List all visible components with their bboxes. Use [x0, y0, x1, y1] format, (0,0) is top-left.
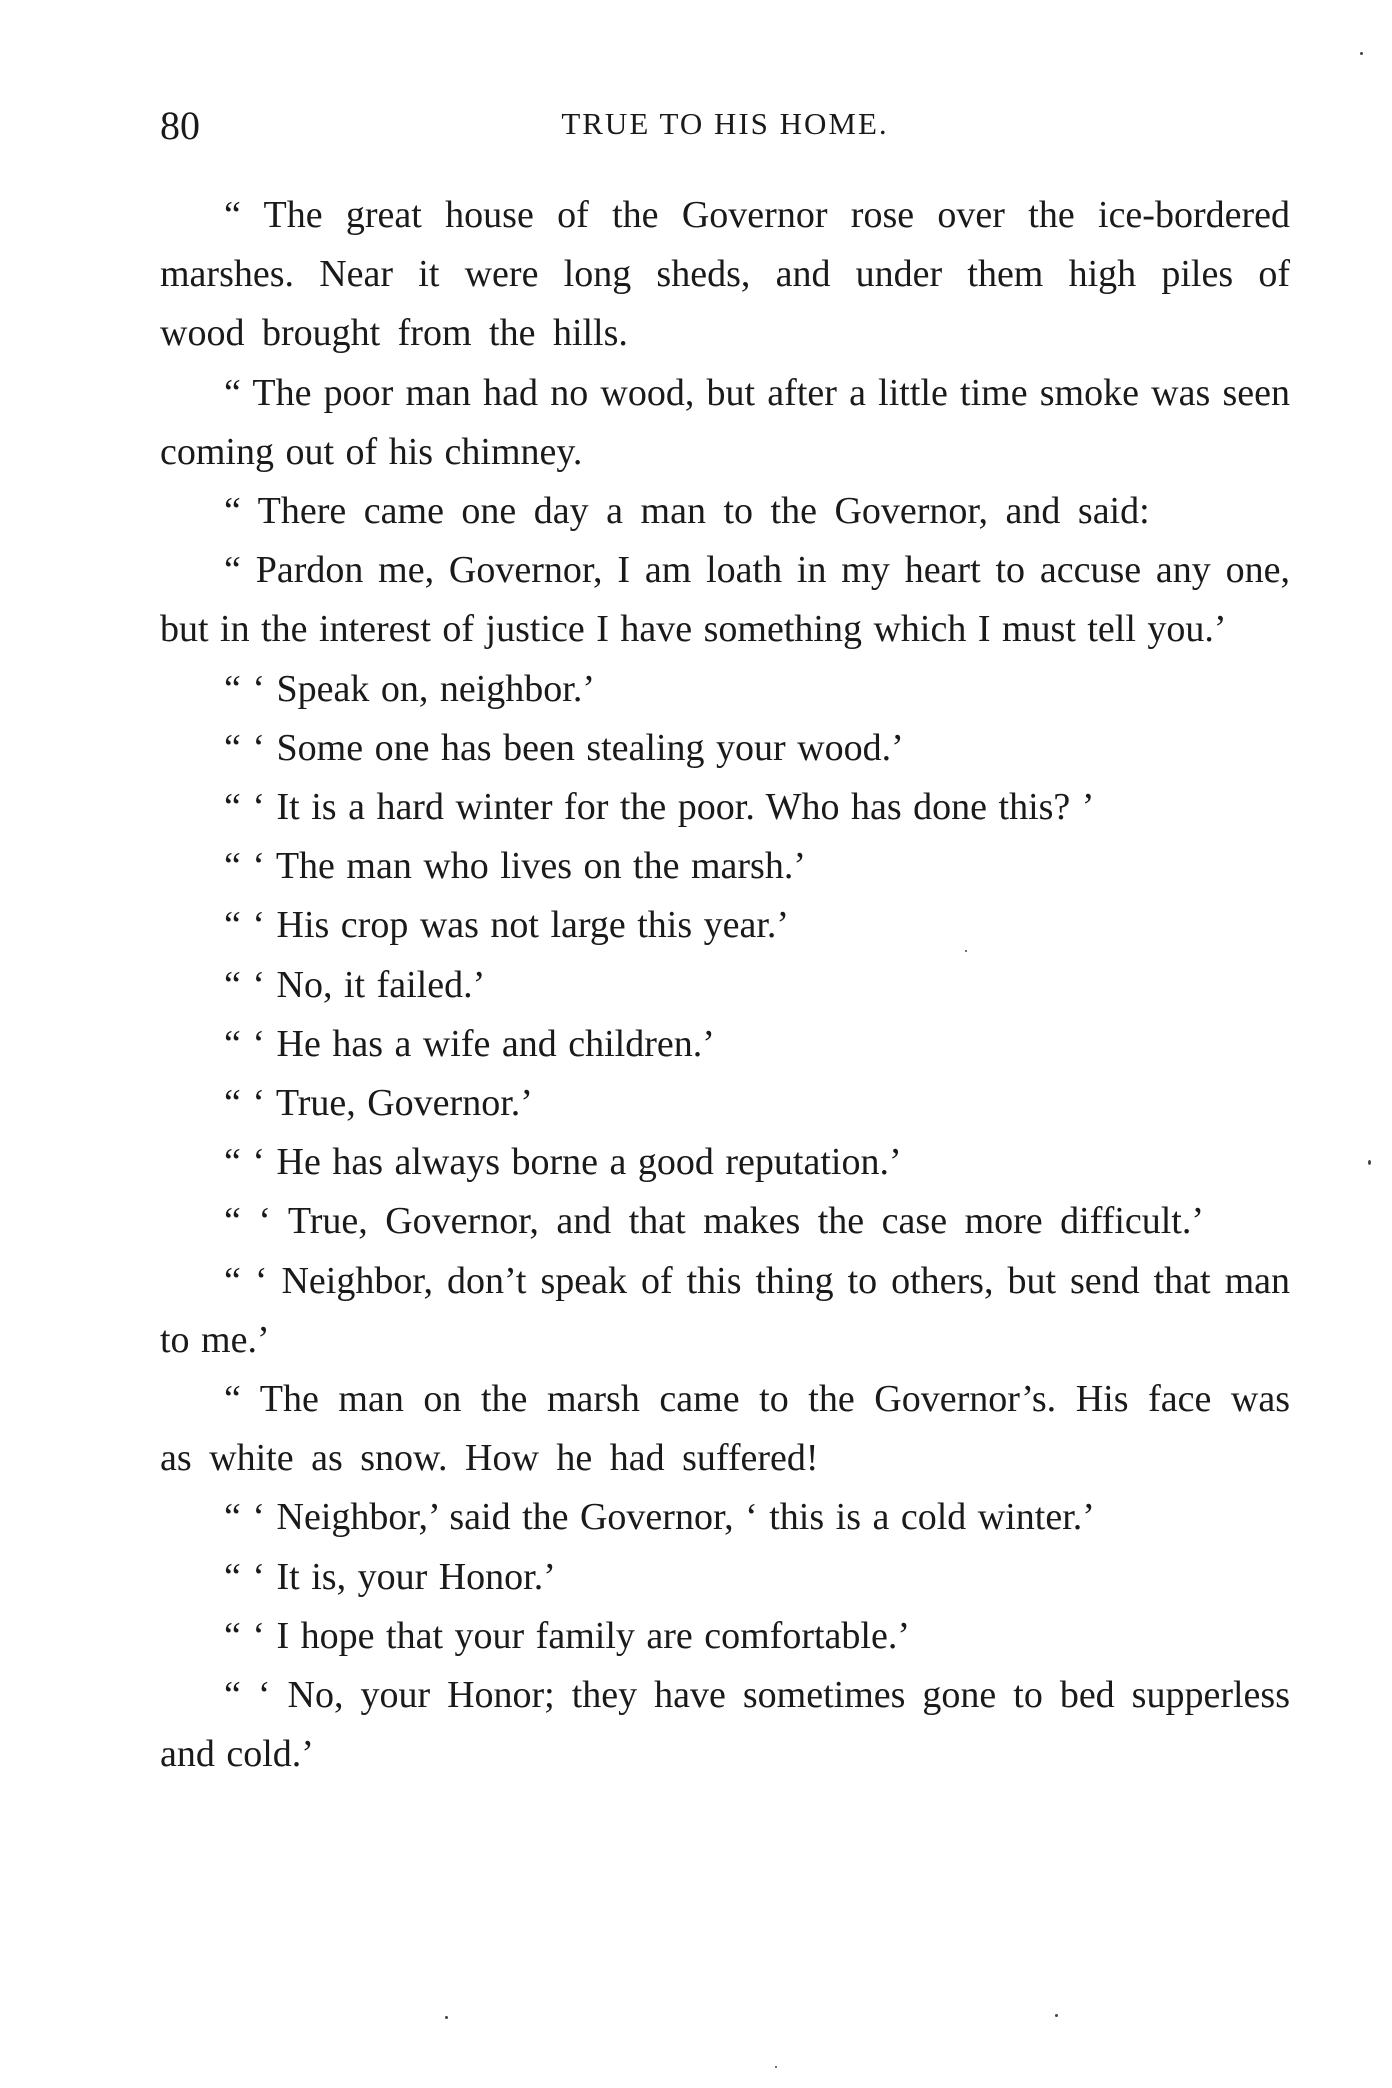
paragraph: “ The poor man had no wood, but after a little time smoke was seen coming out of his chimney. — [160, 371, 1290, 473]
print-speck — [1360, 52, 1363, 55]
paragraph: “ ‘ No, it failed.’ — [224, 963, 486, 1006]
paragraph: “ ‘ It is a hard winter for the poor. Who has done this? ’ — [224, 786, 1095, 829]
print-speck — [445, 2016, 448, 2019]
paragraph: “ ‘ Neighbor,’ said the Governor, ‘ this is a cold winter.’ — [224, 1496, 1095, 1539]
paragraph: “ ‘ He has a wife and children.’ — [224, 1022, 715, 1065]
paragraph: “ ‘ No, your Honor; they have sometimes gone to bed supperless and cold.’ — [160, 1674, 1290, 1776]
paragraph: “ ‘ Neighbor, don’t speak of this thing to others, but send that man to me.’ — [160, 1259, 1290, 1361]
paragraph: “ ‘ True, Governor.’ — [224, 1082, 533, 1125]
paragraph: “ Pardon me, Governor, I am loath in my heart to accuse any one, but in the interest of justice I have something which I must tell you.’ — [160, 549, 1290, 651]
paragraph: “ ‘ His crop was not large this year.’ — [224, 904, 790, 947]
print-speck — [775, 2066, 777, 2068]
paragraph: “ ‘ He has always borne a good reputation.’ — [224, 1141, 902, 1184]
paragraph: “ ‘ True, Governor, and that makes the case more difficult.’ — [224, 1200, 1205, 1243]
text-body — [160, 186, 1290, 1784]
paragraph: “ The man on the marsh came to the Governor’s. His face was as white as snow. How he had suffered! — [160, 1378, 1290, 1480]
paragraph: “ ‘ Some one has been stealing your wood.’ — [224, 726, 904, 769]
page-header — [160, 102, 1290, 152]
print-speck — [1368, 1160, 1371, 1165]
print-speck — [1055, 2014, 1058, 2017]
paragraph: “ There came one day a man to the Governor, and said: — [224, 490, 1150, 533]
paragraph: “ ‘ It is, your Honor.’ — [224, 1555, 556, 1598]
paragraph: “ ‘ I hope that your family are comfortable.’ — [224, 1614, 910, 1657]
print-speck — [965, 950, 967, 952]
paragraph: “ The great house of the Governor rose over the ice-bordered marshes. Near it were long sheds, and under them high piles of wood brought from the hills. — [160, 194, 1290, 355]
paragraph: “ ‘ Speak on, neighbor.’ — [224, 667, 596, 710]
paragraph: “ ‘ The man who lives on the marsh.’ — [224, 845, 806, 888]
running-head: TRUE TO HIS HOME. — [561, 106, 889, 141]
page-number: 80 — [160, 103, 200, 148]
